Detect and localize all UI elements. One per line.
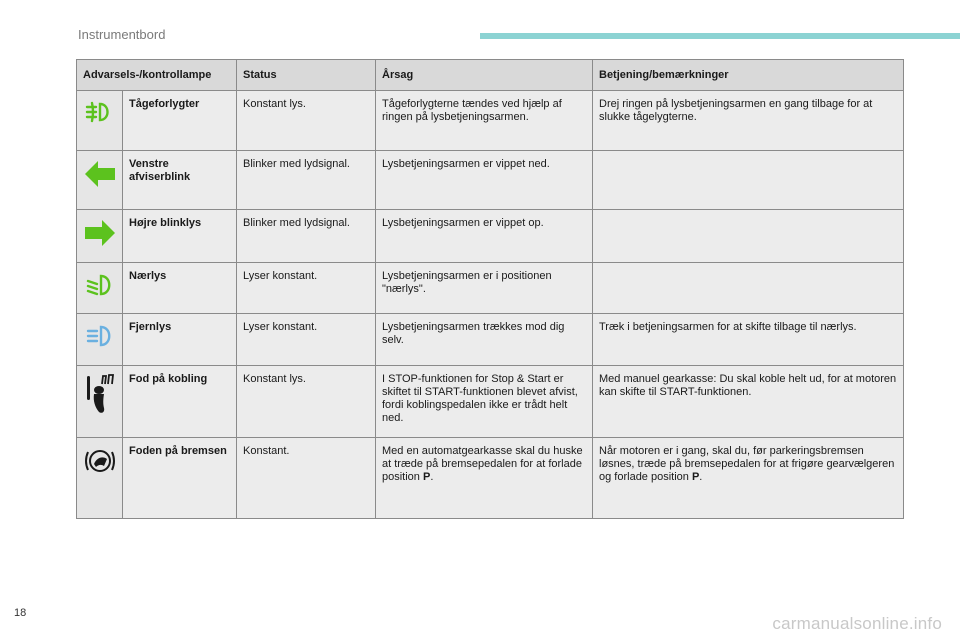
right-turn-arrow-icon: [82, 216, 118, 250]
lamp-cause: [376, 438, 593, 519]
foot-on-clutch-icon: [82, 372, 118, 414]
lamp-name: Foden på bremsen: [123, 438, 237, 519]
lamp-action: [593, 151, 904, 210]
gear-position-letter: P: [691, 471, 700, 483]
lamp-name: Tågeforlygter: [123, 91, 237, 151]
lamp-icon-cell: [77, 91, 123, 151]
lamp-action: [593, 438, 904, 519]
cause-text: Med en automatgearkasse skal du huske at træde på bremsepedalen for at forlade position: [382, 445, 583, 483]
foot-on-brake-icon: [82, 444, 118, 478]
left-turn-arrow-icon: [82, 157, 118, 191]
lamp-icon-cell: [77, 263, 123, 314]
table-row: [77, 366, 904, 438]
main-beam-icon: [82, 320, 118, 354]
table-header-row: [77, 60, 904, 91]
dipped-beam-icon: [82, 269, 118, 303]
table-row: [77, 210, 904, 263]
lamp-name: Fod på kobling: [123, 366, 237, 438]
lamp-action: [593, 263, 904, 314]
column-header-cause: Årsag: [376, 60, 593, 91]
lamp-name: Nærlys: [123, 263, 237, 314]
lamp-name: Højre blinklys: [123, 210, 237, 263]
gear-position-letter: P: [422, 471, 431, 483]
lamp-action: [593, 210, 904, 263]
lamp-cause: Lysbetjeningsarmen er i positionen "nærlys".: [376, 263, 593, 314]
page-number: 18: [14, 607, 27, 619]
section-color-bar: [480, 33, 960, 39]
table-row: [77, 151, 904, 210]
lamp-action: Træk i betjeningsarmen for at skifte tilbage til nærlys.: [593, 314, 904, 366]
table-row: [77, 314, 904, 366]
column-header-action: Betjening/bemærkninger: [593, 60, 904, 91]
lamp-cause: Tågeforlygterne tændes ved hjælp af ringen på lysbetjeningsarmen.: [376, 91, 593, 151]
lamp-cause: I STOP-funktionen for Stop & Start er skiftet til START-funktionen blevet afvist, fordi koblingspedalen ikke er trådt helt ned.: [376, 366, 593, 438]
lamp-name: Venstre afviserblink: [123, 151, 237, 210]
lamp-status: Konstant lys.: [237, 91, 376, 151]
lamp-status: Konstant lys.: [237, 366, 376, 438]
lamp-cause: Lysbetjeningsarmen trækkes mod dig selv.: [376, 314, 593, 366]
lamp-icon-cell: [77, 151, 123, 210]
column-header-lamp: Advarsels-/kontrollampe: [77, 60, 237, 91]
watermark: carmanualsonline.info: [772, 614, 942, 633]
lamp-action: Med manuel gearkasse: Du skal koble helt ud, for at motoren kan skifte til START-funktionen.: [593, 366, 904, 438]
warning-lamp-table: [76, 59, 904, 519]
lamp-cause: Lysbetjeningsarmen er vippet op.: [376, 210, 593, 263]
lamp-status: Blinker med lydsignal.: [237, 151, 376, 210]
lamp-cause: Lysbetjeningsarmen er vippet ned.: [376, 151, 593, 210]
action-text: Når motoren er i gang, skal du, før parkeringsbremsen løsnes, træde på bremsepedalen for at frigøre gearvælgeren og forlade position: [599, 445, 895, 483]
table-row: [77, 438, 904, 519]
lamp-status: Blinker med lydsignal.: [237, 210, 376, 263]
lamp-icon-cell: [77, 366, 123, 438]
lamp-action: Drej ringen på lysbetjeningsarmen en gang tilbage for at slukke tågelygterne.: [593, 91, 904, 151]
lamp-status: Lyser konstant.: [237, 314, 376, 366]
lamp-name: Fjernlys: [123, 314, 237, 366]
front-fog-lamp-icon: [82, 97, 118, 131]
lamp-icon-cell: [77, 314, 123, 366]
action-text-end: .: [699, 471, 703, 483]
cause-text-end: .: [430, 471, 434, 483]
table-row: [77, 91, 904, 151]
lamp-icon-cell: [77, 438, 123, 519]
lamp-status: Konstant.: [237, 438, 376, 519]
lamp-status: Lyser konstant.: [237, 263, 376, 314]
lamp-icon-cell: [77, 210, 123, 263]
table-row: [77, 263, 904, 314]
section-title: Instrumentbord: [78, 27, 166, 42]
column-header-status: Status: [237, 60, 376, 91]
